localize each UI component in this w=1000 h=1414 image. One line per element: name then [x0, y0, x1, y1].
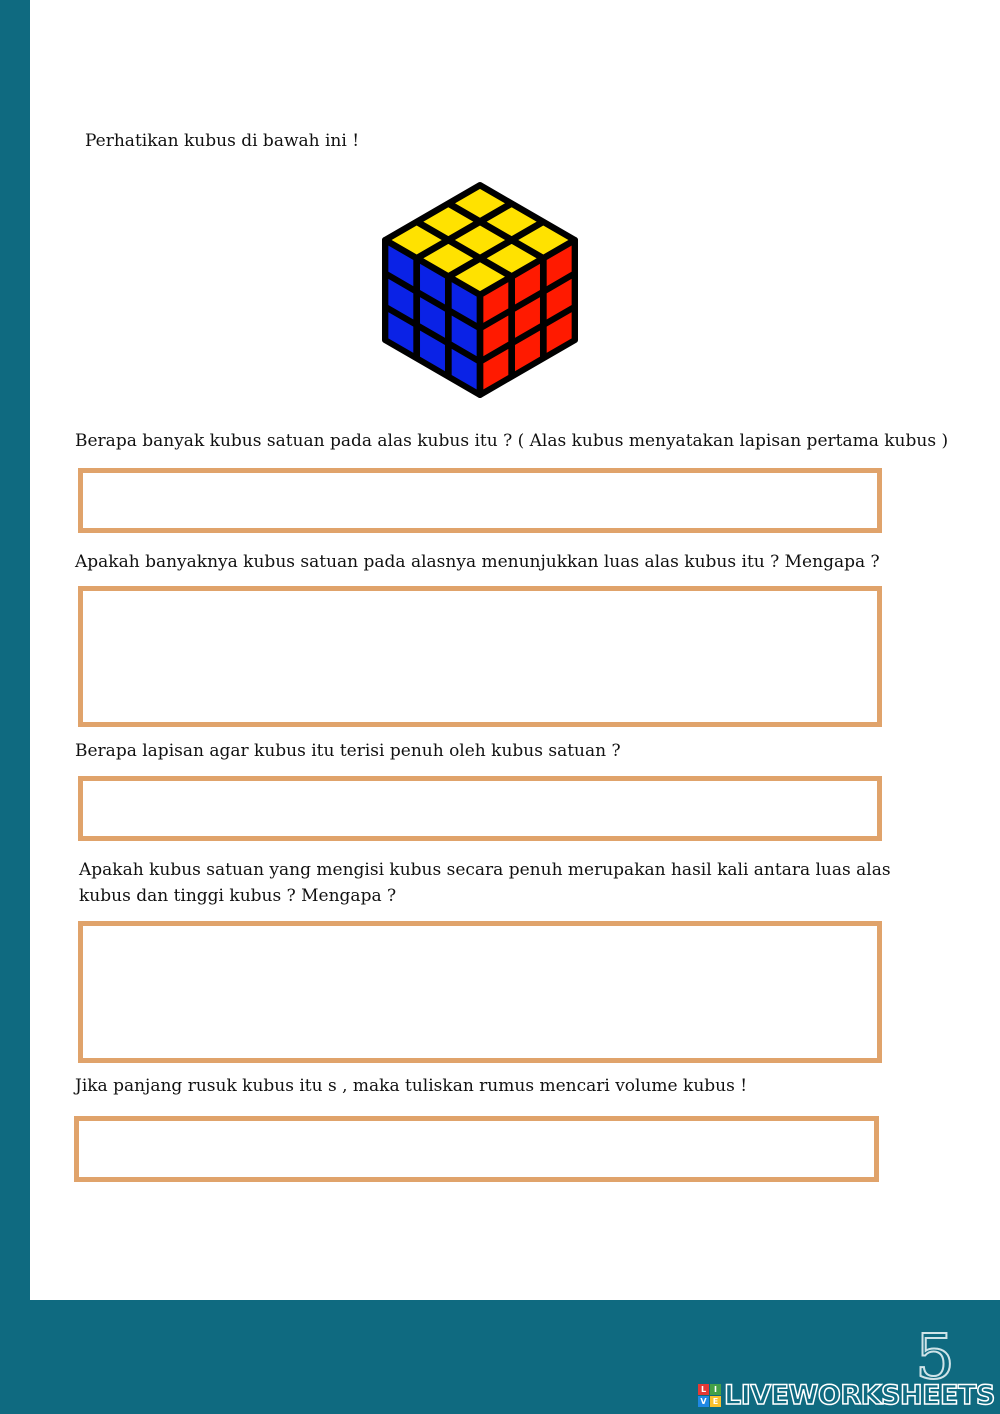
- intro-text: Perhatikan kubus di bawah ini !: [85, 131, 360, 151]
- page-number: 5: [915, 1320, 955, 1393]
- question-4-text-line-1: Apakah kubus satuan yang mengisi kubus secara penuh merupakan hasil kali antara luas alas: [79, 860, 891, 880]
- brand-mark-letter: I: [710, 1384, 721, 1395]
- question-3-text: Berapa lapisan agar kubus itu terisi penuh oleh kubus satuan ?: [75, 741, 621, 761]
- answer-field-3[interactable]: [78, 776, 882, 841]
- question-4-text-line-2: kubus dan tinggi kubus ? Mengapa ?: [79, 886, 397, 906]
- question-1-text: Berapa banyak kubus satuan pada alas kubus itu ? ( Alas kubus menyatakan lapisan pertama kubus ): [75, 431, 949, 451]
- answer-field-5[interactable]: [74, 1116, 879, 1182]
- brand-mark-letter: E: [710, 1396, 721, 1407]
- liveworksheets-mark-icon: [698, 1384, 721, 1407]
- brand-name: LIVEWORKSHEETS: [724, 1379, 995, 1411]
- brand-mark-letter: V: [698, 1396, 709, 1407]
- brand-mark-letter: L: [698, 1384, 709, 1395]
- answer-field-1[interactable]: [78, 468, 882, 533]
- question-5-text: Jika panjang rusuk kubus itu s , maka tuliskan rumus mencari volume kubus !: [75, 1076, 748, 1096]
- question-2-text: Apakah banyaknya kubus satuan pada alasnya menunjukkan luas alas kubus itu ? Mengapa ?: [75, 552, 880, 572]
- answer-field-4[interactable]: [78, 921, 882, 1063]
- answer-field-2[interactable]: [78, 586, 882, 727]
- rubiks-cube-icon: [380, 180, 580, 400]
- liveworksheets-logo: [698, 1378, 995, 1412]
